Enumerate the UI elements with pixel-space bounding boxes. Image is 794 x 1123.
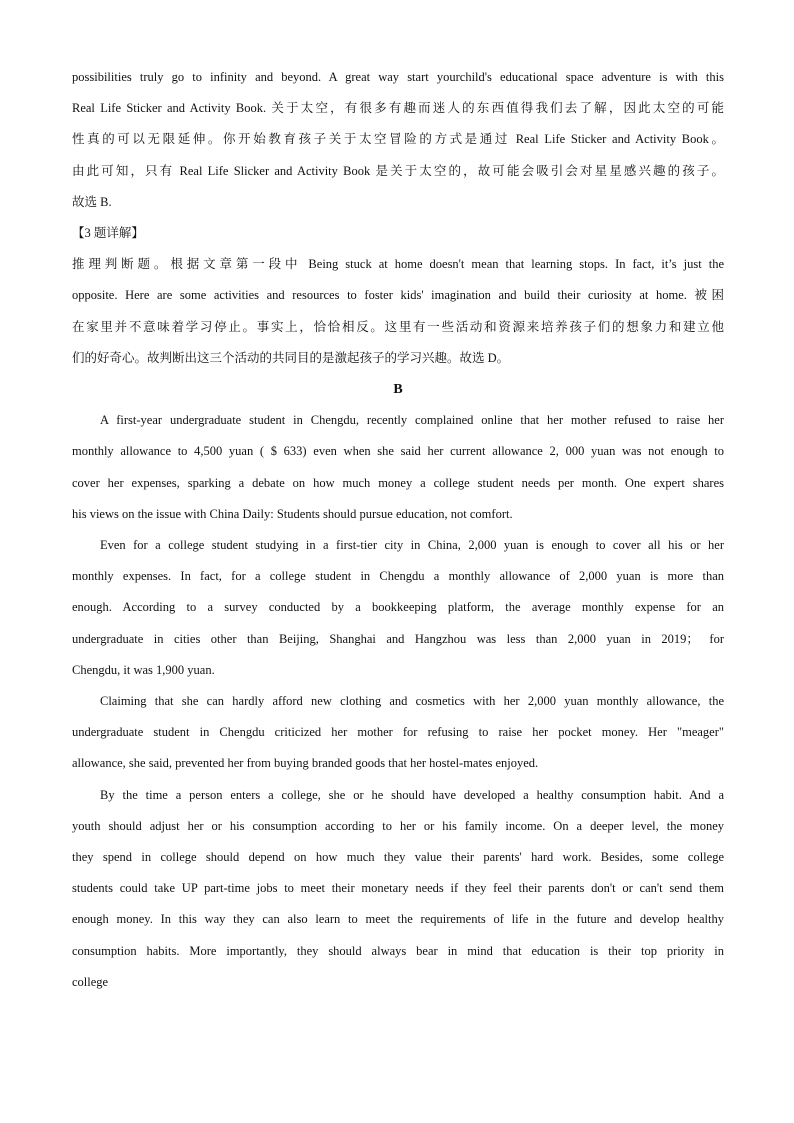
text-line: 由此可知，只有 Real Life Slicker and Activity Book 是关于太空的，故可能会吸引会对星星感兴趣的孩子。 xyxy=(72,163,724,178)
text-line: youth should adjust her or his consumption according to her or his family income. On a deeper level, the money xyxy=(72,818,724,833)
text-line: 在家里并不意味着学习停止。事实上，恰恰相反。这里有一些活动和资源来培养孩子们的想象力和建立他 xyxy=(72,319,724,334)
text-line: possibilities truly go to infinity and beyond. A great way start yourchild's educational space adventure is with this xyxy=(72,70,724,84)
text-line: Even for a college student studying in a first-tier city in China, 2,000 yuan is enough to cover all his or her xyxy=(100,538,724,553)
text-line: opposite. Here are some activities and resources to foster kids' imagination and build their curiosity at home. 被困 xyxy=(72,288,724,303)
text-line: undergraduate in cities other than Beijing, Shanghai and Hangzhou was less than 2,000 yuan in 2019； for xyxy=(72,631,724,646)
text-line: college xyxy=(72,974,109,989)
text-line: Claiming that she can hardly afford new clothing and cosmetics with her 2,000 yuan monthly allowance, the xyxy=(100,694,724,709)
text-line: By the time a person enters a college, she or he should have developed a healthy consumption habit. And a xyxy=(100,787,724,802)
text-line: Chengdu, it was 1,900 yuan. xyxy=(72,662,215,677)
passage-b-paragraph-3 xyxy=(72,686,724,780)
text-line: 故选 B. xyxy=(72,194,112,209)
passage-b-paragraph-4 xyxy=(72,780,724,998)
passage-b-paragraph-2 xyxy=(72,530,724,686)
answer-3-explanation xyxy=(72,218,724,374)
answer-2-explanation xyxy=(72,62,724,218)
text-line: they spend in college should depend on how much they value their parents' hard work. Besides, some college xyxy=(72,850,724,865)
document-page xyxy=(72,62,724,998)
text-line: 推理判断题。根据文章第一段中 Being stuck at home doesn't mean that learning stops. In fact, it’s just the xyxy=(72,257,724,272)
text-line: students could take UP part-time jobs to meet their monetary needs if they feel their parents don't or can't send them xyxy=(72,881,724,896)
text-line: cover her expenses, sparking a debate on how much money a college student needs per month. One expert shares xyxy=(72,475,724,490)
text-line: undergraduate student in Chengdu criticized her mother for refusing to raise her pocket money. Her "meager" xyxy=(72,725,724,740)
text-line: enough money. In this way they can also learn to meet the requirements of life in the future and develop healthy xyxy=(72,912,724,927)
answer-3-heading: 【3 题详解】 xyxy=(72,226,144,241)
text-line: monthly allowance to 4,500 yuan ( $ 633) even when she said her current allowance 2, 000 yuan was not enough to xyxy=(72,444,724,459)
text-line: allowance, she said, prevented her from buying branded goods that her hostel-mates enjoyed. xyxy=(72,756,539,771)
text-line: monthly expenses. In fact, for a college student in Chengdu a monthly allowance of 2,000 yuan is more than xyxy=(72,569,724,584)
text-line: enough. According to a survey conducted by a bookkeeping platform, the average monthly expense for an xyxy=(72,600,724,615)
text-line: his views on the issue with China Daily: Students should pursue education, not comfort. xyxy=(72,506,513,521)
text-line: consumption habits. More importantly, they should always bear in mind that education is their top priority in xyxy=(72,943,724,958)
text-line: A first-year undergraduate student in Chengdu, recently complained online that her mother refused to raise her xyxy=(100,413,724,428)
text-line: Real Life Sticker and Activity Book. 关于太空，有很多有趣而迷人的东西值得我们去了解，因此太空的可能 xyxy=(72,101,724,116)
passage-b-paragraph-1 xyxy=(72,405,724,530)
text-line: 们的好奇心。故判断出这三个活动的共同目的是激起孩子的学习兴趣。故选 D。 xyxy=(72,350,510,365)
text-line: 性真的可以无限延伸。你开始教育孩子关于太空冒险的方式是通过 Real Life Sticker and Activity Book。 xyxy=(72,132,724,147)
passage-b-title: B xyxy=(393,382,403,398)
